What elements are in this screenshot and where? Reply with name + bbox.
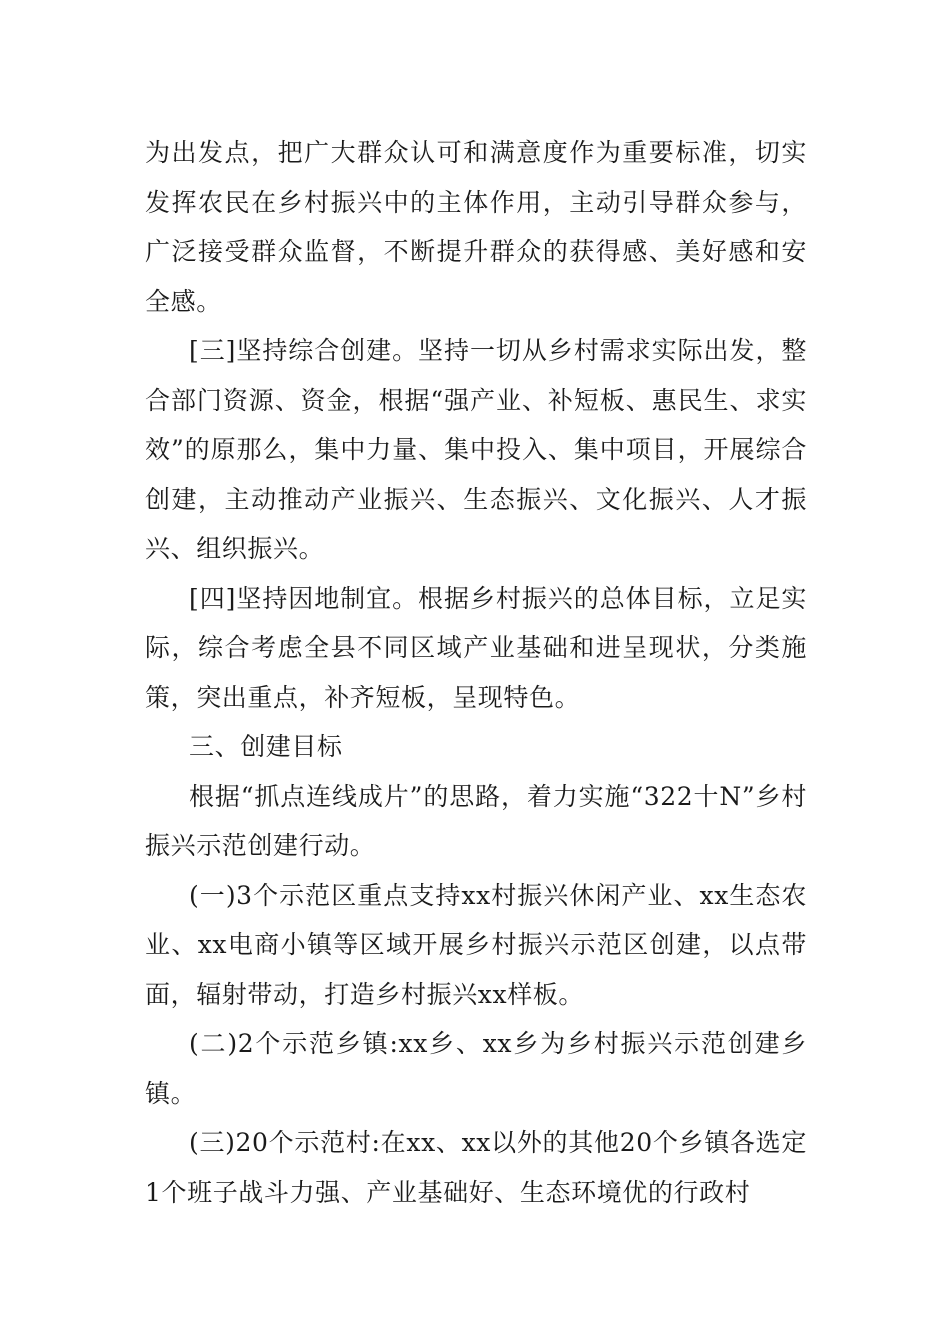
paragraph-goal-1: (一)3个示范区重点支持xx村振兴休闲产业、xx生态农业、xx电商小镇等区域开展乡村振兴示范区创建，以点带面，辐射带动，打造乡村振兴xx样板。 xyxy=(145,880,807,1009)
paragraph-principle-4: [四]坚持因地制宜。根据乡村振兴的总体目标，立足实际，综合考虑全县不同区域产业基础和进呈现状，分类施策，突出重点，补齐短板，呈现特色。 xyxy=(145,583,807,712)
paragraph-continuation: 为出发点，把广大群众认可和满意度作为重要标准，切实发挥农民在乡村振兴中的主体作用，主动引导群众参与，广泛接受群众监督，不断提升群众的获得感、美好感和安全感。 xyxy=(145,138,807,316)
paragraph-goal-3: (三)20个示范村:在xx、xx以外的其他20个乡镇各选定1个班子战斗力强、产业基础好、生态环境优的行政村 xyxy=(145,1128,807,1207)
paragraph-principle-3: [三]坚持综合创建。坚持一切从乡村需求实际出发，整合部门资源、资金，根据“强产业、补短板、惠民生、求实效”的原那么，集中力量、集中投入、集中项目，开展综合创建，主动推动产业振兴、生态振兴、文化振兴、人才振兴、组织振兴。 xyxy=(145,336,807,563)
paragraph-goal-2: (二)2个示范乡镇:xx乡、xx乡为乡村振兴示范创建乡镇。 xyxy=(145,1029,807,1108)
document-body xyxy=(145,128,807,1217)
section-heading: 三、创建目标 xyxy=(189,732,343,761)
paragraph-goal-intro: 根据“抓点连线成片”的思路，着力实施“322十N”乡村振兴示范创建行动。 xyxy=(145,781,807,860)
